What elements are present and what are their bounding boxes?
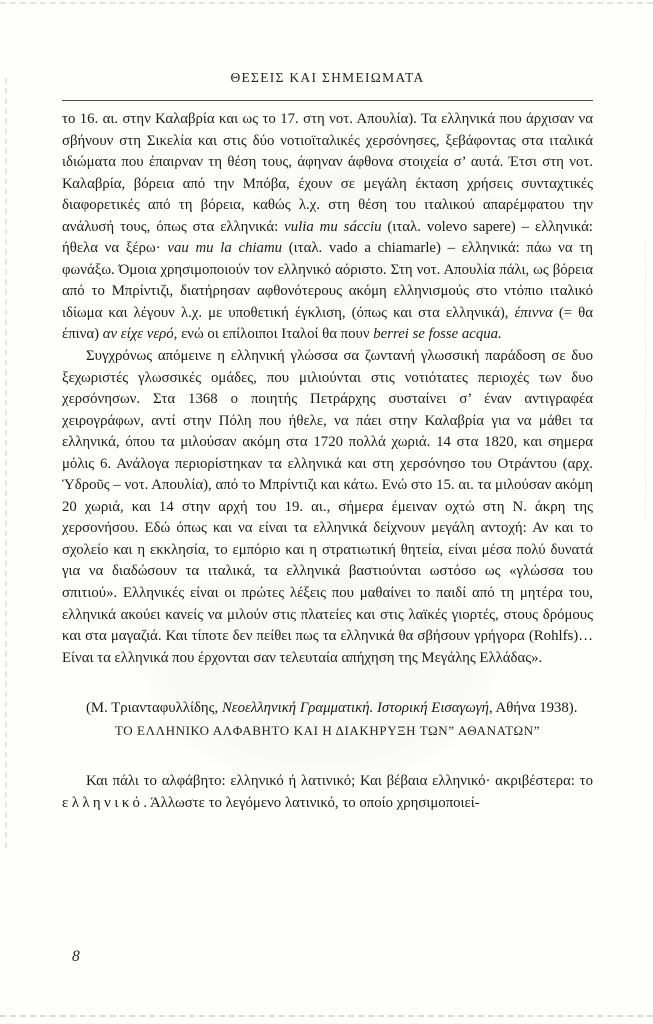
italic-text-segment: Νεοελληνική Γραμματική. Ιστορική Εισαγωγή bbox=[221, 700, 489, 717]
body-paragraph-2 bbox=[62, 346, 593, 669]
scan-edge-right bbox=[645, 240, 646, 520]
page-number: 8 bbox=[72, 948, 80, 965]
text-segment: (ιταλ. vado a chiamarle) – ελληνικά: πάω να τη φωνάξω. Όμοια χρησιμοποιούν τον ελληνικό αόριστο. Στη νοτ. Απουλία πάλι, ως βόρεια από το Μπρίντιζι, διατήρησαν αφθονότερους ακόμη ελληνισμούς στο ντόπιο ιταλικό ιδίωμα και λέγουν λ.χ. με υποθετική έγκλιση, (όπως και στα ελληνικά), bbox=[62, 240, 593, 321]
italic-text-segment: berrei se fosse acqua. bbox=[373, 326, 502, 343]
running-head: ΘΕΣΕΙΣ ΚΑΙ ΣΗΜΕΙΩΜΑΤΑ bbox=[230, 70, 425, 85]
text-segment: (Μ. Τριανταφυλλίδης, bbox=[86, 700, 222, 717]
body-paragraph-3 bbox=[62, 771, 593, 814]
italic-text-segment: έπιννα bbox=[514, 304, 553, 321]
section-heading: ΤΟ ΕΛΛΗΝΙΚΟ ΑΛΦΑΒΗΤΟ ΚΑΙ Η ΔΙΑΚΗΡΥΞΗ ΤΩΝ” ΑΘΑΝΑΤΩΝ” bbox=[114, 722, 541, 738]
text-segment: Συγχρόνως απόμεινε η ελληνική γλώσσα σα ζωντανή γλωσσική παράδοση σε δυο ξεχωριστές γλωσσικές ομάδες, που μιλιούνται στις νοτιότατες περιοχές των δυο χερσόνησων. Στα 1368 ο ποιητής Πετράρχης συσταίνει σ’ έναν αντιγραφέα χειρογράφων, αντί στην Πόλη που ήθελε, να πάει στην Καλαβρία για να μάθει τα ελληνικά, όπου τα μιλούσαν ακόμη στα 1720 πολλά χωριά. 14 στα 1820, και σημερα μόλις 6. Ανάλογα περιορίστηκαν τα ελληνικά και στη χερσόνησο του Οτράντου (αρχ. Ὑδροῦς – νοτ. Απουλία), από το Μπρίντιζι και κάτω. Ενώ στο 15. αι. τα μιλούσαν ακόμη 20 χωριά, και 14 στην αρχή του 19. αι., σήμερα έμειναν οχτώ στη Ν. άκρη της χερσονήσου. Εδώ όπως και να είναι τα ελληνικά δείχνουν μεγάλη αντοχή: Αν και το σχολείο και η εκκλησία, το εμπόριο και η στρατιωτική θητεία, είναι μέσα πολύ δυνατά για να διαδώσουν τα ιταλικά, τα ελληνικά βαστιούνται ωστόσο ως «γλώσσα του σπιτιού». Ελληνικές είναι οι πρώτες λέξεις που μαθαίνει το παιδί από τη μητέρα του, ελληνικά ακούει κανείς να μιλούν στις πλατείες και στις λαϊκές γιορτές, στους δρόμους και στα μαγαζιά. Και τίποτε δεν πείθει πως τα ελληνικά θα σβήσουν γρήγορα (Rohlfs)… Είναι τα ελληνικά που έρχονται σαν τελευταία απήχηση της Μεγάλης Ελλάδας». bbox=[62, 348, 593, 666]
text-column bbox=[62, 109, 593, 814]
scan-edge-top bbox=[0, 2, 653, 4]
text-segment: (ιταλ. volevo sapere) – ελληνικά: ήθελα να ξέρω· bbox=[62, 218, 594, 257]
italic-text-segment: vau mu la chiamu bbox=[167, 240, 283, 257]
text-segment: το 16. αι. στην Καλαβρία και ως το 17. στη νοτ. Απουλία). Τα ελληνικά που άρχισαν να σβήνουν στη Σικελία και στις δύο νοτιοϊταλικές χερσόνησες, ξεβάφοντας στα ιταλικά ιδιώματα που έπαιρναν τη θέση τους, άφηναν άφθονα στοιχεία σ’ αυτά. Έτσι στη νοτ. Καλαβρία, βόρεια από την Μπόβα, έχουν σε μεγάλη έκταση χρήσεις συνταχτικές διαφορετικές από τη βόρεια, καθώς λ.χ. στη θέση του ιταλικού απαρέμφατου την ανάλυσή τους, όπως στα ελληνικά: bbox=[62, 111, 593, 235]
italic-text-segment: αν είχε νερό, bbox=[102, 326, 178, 343]
text-segment: ενώ οι επίλοιποι Ιταλοί θα πουν bbox=[177, 326, 374, 343]
text-segment: . Άλλωστε το λεγόμενο λατινικό, το οποίο χρησιμοποιεί- bbox=[143, 794, 480, 811]
text-segment: Και πάλι το αλφάβητο: ελληνικό ή λατινικό; Και βέβαια ελληνικό· ακριβέστερα: το bbox=[86, 773, 593, 790]
citation-paragraph bbox=[62, 698, 593, 720]
scan-edge-bottom bbox=[0, 1015, 653, 1017]
italic-text-segment: vulia mu sácciu bbox=[284, 218, 382, 235]
header-rule bbox=[62, 100, 593, 101]
body-paragraph-1 bbox=[62, 109, 593, 346]
text-segment: (= θα έπινα) bbox=[62, 304, 593, 343]
text-segment: , Αθήνα 1938). bbox=[488, 700, 578, 717]
scan-edge-left bbox=[5, 78, 7, 848]
letterspaced-text-segment: ελληνικό bbox=[62, 794, 144, 811]
